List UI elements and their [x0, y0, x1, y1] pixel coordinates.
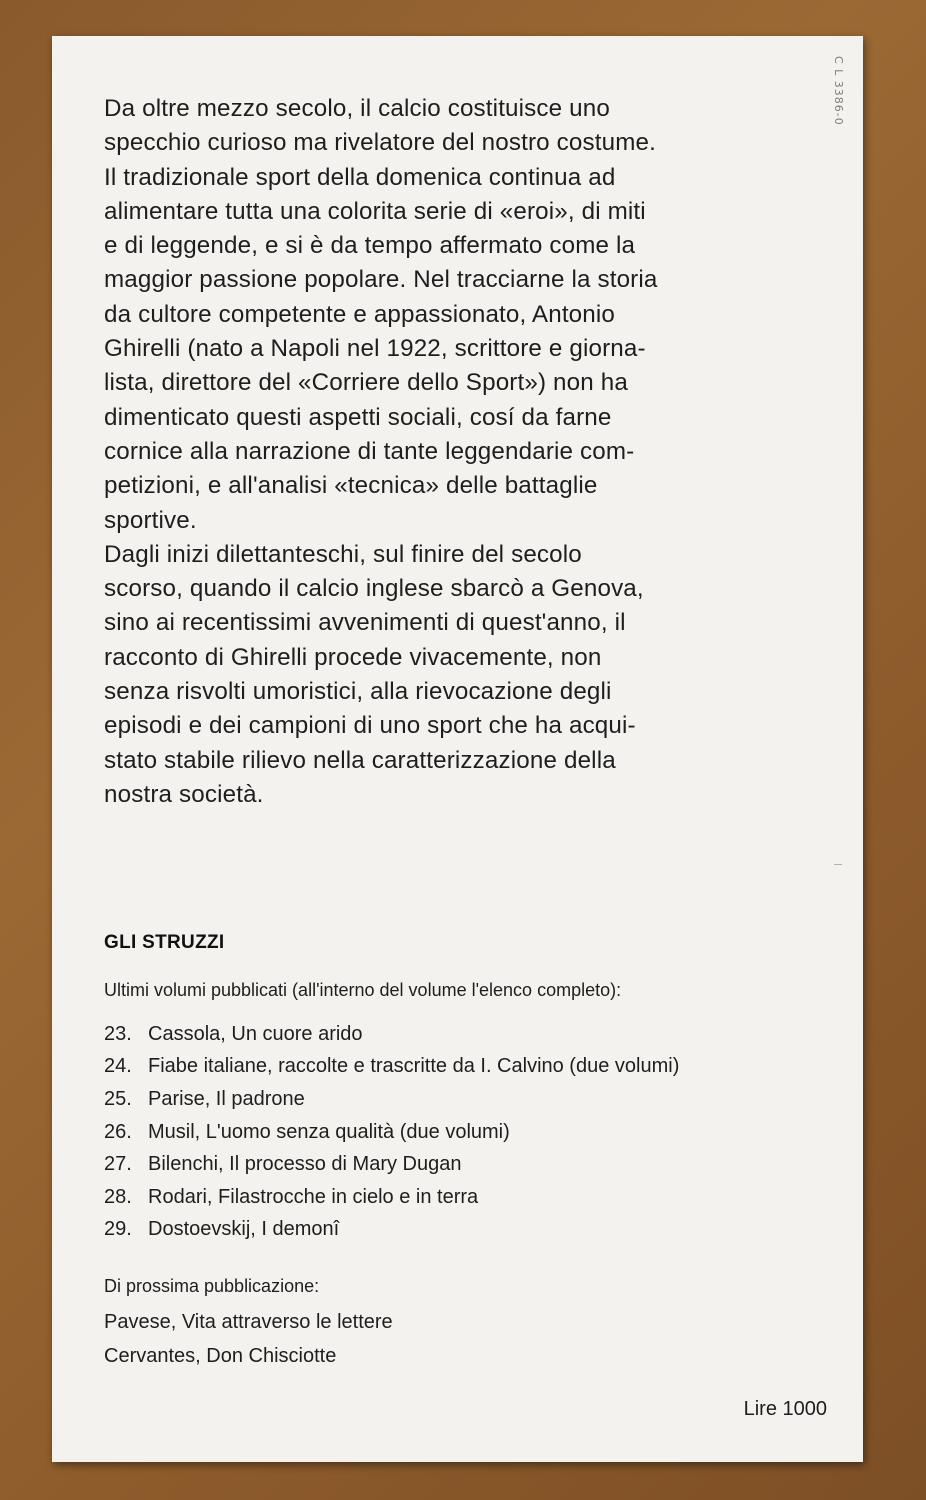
volume-number: 28. — [104, 1185, 132, 1208]
blurb-line: maggior passione popolare. Nel tracciarne la storia — [104, 266, 658, 294]
list-item — [104, 1181, 844, 1214]
blurb-line: sino ai recentissimi avvenimenti di quest'anno, il — [104, 609, 626, 637]
blurb-line: specchio curioso ma rivelatore del nostro costume. — [104, 129, 656, 157]
volume-title: Rodari, Filastrocche in cielo e in terra — [148, 1185, 479, 1208]
blurb-text — [104, 92, 834, 812]
volume-number: 26. — [104, 1120, 132, 1143]
blurb-line: Il tradizionale sport della domenica continua ad — [104, 163, 616, 191]
volume-title: Parise, Il padrone — [148, 1087, 305, 1110]
paper-mark — [834, 864, 842, 865]
list-item: Cervantes, Don Chisciotte — [104, 1345, 337, 1367]
blurb-line: dimenticato questi aspetti sociali, cosí da farne — [104, 403, 612, 431]
list-item — [104, 1018, 844, 1051]
volume-title: Musil, L'uomo senza qualità (due volumi) — [148, 1120, 510, 1143]
volume-title: Fiabe italiane, raccolte e trascritte da I. Calvino (due volumi) — [148, 1055, 680, 1078]
list-item — [104, 1083, 844, 1116]
blurb-line: stato stabile rilievo nella caratterizzazione della — [104, 746, 616, 774]
volume-number: 23. — [104, 1022, 132, 1045]
blurb-line: Da oltre mezzo secolo, il calcio costituisce uno — [104, 95, 610, 122]
forthcoming-title: Di prossima pubblicazione: — [104, 1276, 320, 1296]
volume-number: 25. — [104, 1087, 132, 1110]
blurb-line: Dagli inizi dilettanteschi, sul finire del secolo — [104, 540, 582, 568]
list-item: Pavese, Vita attraverso le lettere — [104, 1311, 393, 1333]
forthcoming-list — [104, 1305, 393, 1373]
blurb-line: nostra società. — [104, 780, 264, 808]
volume-number: 27. — [104, 1153, 132, 1176]
volume-number: 29. — [104, 1218, 132, 1241]
book-back-cover — [52, 36, 863, 1462]
volumes-list — [104, 1018, 844, 1246]
list-item — [104, 1148, 844, 1181]
volume-title: Cassola, Un cuore arido — [148, 1022, 363, 1045]
volume-title: Dostoevskij, I demonî — [148, 1218, 340, 1241]
volume-title: Bilenchi, Il processo di Mary Dugan — [148, 1153, 462, 1176]
blurb-line: alimentare tutta una colorita serie di «eroi», di miti — [104, 197, 646, 225]
blurb-line: cornice alla narrazione di tante leggendarie com- — [104, 437, 635, 465]
price-label: Lire 1000 — [743, 1398, 827, 1420]
blurb-line: Ghirelli (nato a Napoli nel 1922, scrittore e giorna- — [104, 335, 646, 363]
blurb-line: episodi e dei campioni di uno sport che ha acqui- — [104, 712, 636, 740]
blurb-line: petizioni, e all'analisi «tecnica» delle battaglie — [104, 472, 598, 500]
volume-number: 24. — [104, 1055, 132, 1078]
blurb-line: da cultore competente e appassionato, Antonio — [104, 300, 616, 328]
blurb-line: senza risvolti umoristici, alla rievocazione degli — [104, 678, 612, 706]
blurb-line: sportive. — [104, 506, 197, 534]
series-title: GLI STRUZZI — [104, 932, 225, 953]
blurb-line: e di leggende, e si è da tempo affermato come la — [104, 232, 636, 260]
list-item — [104, 1116, 844, 1149]
blurb-line: racconto di Ghirelli procede vivacemente, non — [104, 643, 602, 671]
list-item — [104, 1214, 844, 1247]
list-item — [104, 1051, 844, 1084]
blurb-line: scorso, quando il calcio inglese sbarcò a Genova, — [104, 575, 644, 603]
volumes-intro: Ultimi volumi pubblicati (all'interno del volume l'elenco completo): — [104, 980, 622, 1000]
catalog-code: C L 3386-0 — [832, 56, 845, 126]
blurb-line: lista, direttore del «Corriere dello Sport») non ha — [104, 369, 628, 397]
